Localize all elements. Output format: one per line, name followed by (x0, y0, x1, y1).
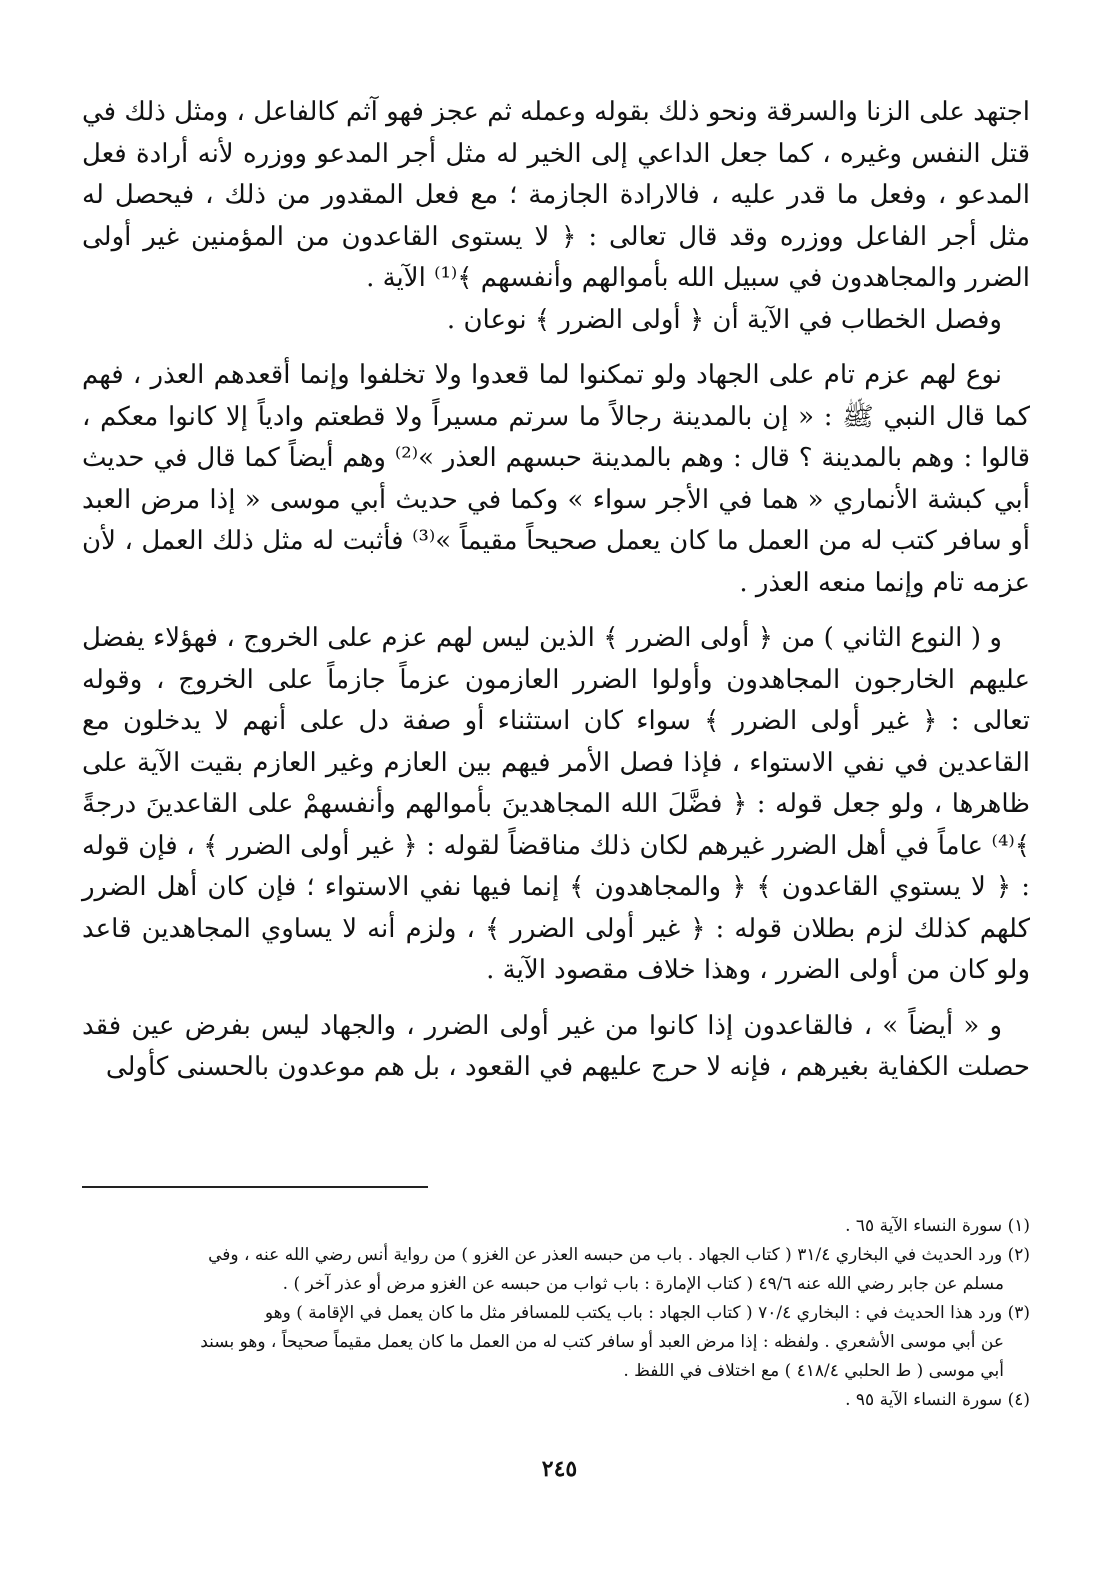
footnote-3: (٣) ورد هذا الحديث في : البخاري ٧٠/٤ ( كتاب الجهاد : باب يكتب للمسافر مثل ما كان يعمل في الإقامة ) وهو (264, 1303, 1030, 1323)
line: ﴿ غير أولى الضرر ﴾ سواء كان استثناء أو صفة دل على أنهم لا يدخلون مع القاعدين في نفي (82, 706, 1030, 778)
line: و ( النوع الثاني ) من ﴿ أولى الضرر ﴾ الذين ليس لهم عزم على الخروج ، فهؤلاء يفضل (82, 623, 1002, 653)
footnote-2: (٢) ورد الحديث في البخاري ٣١/٤ ( كتاب الجهاد . باب من حبسه العذر عن الغزو ) من رواية أنس رضي الله عنه ، وفي (208, 1245, 1030, 1265)
paragraph-3 (82, 355, 1030, 604)
paragraph-1 (82, 92, 1030, 300)
paragraph-5 (82, 1006, 1030, 1089)
footnote-2-continuation: مسلم عن جابر رضي الله عنه ٤٩/٦ ( كتاب الإمارة : باب ثواب من حبسه عن الغزو مرض أو عذر آخر ) . (282, 1274, 1004, 1294)
line: غيرهم لكان ذلك مناقضاً لقوله : ﴿ غير أولى الضرر ﴾ ، فإن قوله : ﴿ لا يستوي (82, 830, 1030, 902)
line: النفس وغيره ، كما جعل الداعي إلى الخير له مثل أجر المدعو ووزره لأنه أرادة فعل المدعو ، (82, 138, 1031, 210)
footnote-3-continuation: عن أبي موسى الأشعري . ولفظه : إذا مرض العبد أو سافر كتب له من العمل ما كان يعمل مقيماً صحيحاً ، وهو بسند (200, 1332, 1004, 1352)
line: الضرر ، وهذا خلاف مقصود الآية . (486, 955, 841, 985)
footnotes (82, 1212, 1030, 1415)
line: اجتهد على الزنا والسرقة ونحو ذلك بقوله وعمله ثم عجز فهو آثم كالفاعل ، ومثل ذلك في قتل (82, 97, 1031, 169)
line: الاستواء ، فإذا فصل الأمر فيهم بين العازم وغير العازم بقيت الآية على ظاهرها ، ولو جعل (82, 747, 1031, 819)
line: بطلان قوله : ﴿ غير أولى الضرر ﴾ ، ولزم أنه لا يساوي المجاهدين قاعد ولو كان من أولى (82, 913, 1030, 985)
paragraph-4 (82, 618, 1030, 992)
footnote-1: (١) سورة النساء الآية ٦٥ . (845, 1216, 1030, 1236)
line: العذر . (739, 567, 810, 598)
line: قال النبي ﷺ : « إن بالمدينة رجالاً ما سرتم مسيراً ولا قطعتم وادياً إلا كانوا معكم ، قالوا : (82, 401, 1031, 473)
line: وفعل ما قدر عليه ، فالارادة الجازمة ؛ مع فعل المقدور من ذلك ، فيحصل له مثل أجر الفاعل (82, 180, 1031, 252)
line: الأنماري « هما في الأجر سواء » وكما في حديث أبي موسى « إذا مرض العبد أو سافر كتب له من (82, 484, 1030, 556)
line: سبيل الله بأموالهم وأنفسهم ﴾⁽¹⁾ الآية . (366, 263, 781, 293)
footnote-4: (٤) سورة النساء الآية ٩٥ . (845, 1390, 1030, 1410)
paragraph-2 (82, 300, 1030, 342)
page-number: ٢٤٥ (541, 1456, 578, 1482)
line: نوع لهم عزم تام على الجهاد ولو تمكنوا لما قعدوا ولا تخلفوا وإنما أقعدهم العذر ، فهم كما (82, 360, 1030, 432)
line: القاعدون ﴾ ﴿ والمجاهدون ﴾ إنما فيها نفي الاستواء ؛ فإن كان أهل الضرر كلهم كذلك لزم (82, 872, 1030, 944)
line: وفصل الخطاب في الآية أن ﴿ أولى الضرر ﴾ نوعان . (446, 304, 1002, 335)
line: وهم بالمدينة ؟ قال : وهم بالمدينة حبسهم العذر »⁽²⁾ وهم أيضاً كما قال في حديث أبي كبشة (82, 443, 1030, 515)
main-text (82, 92, 1030, 1089)
line: و « أيضاً » ، فالقاعدون إذا كانوا من غير أولى الضرر ، والجهاد ليس بفرض عين فقد (82, 1010, 1002, 1041)
footnote-divider (82, 1186, 428, 1188)
line: حصلت الكفاية بغيرهم ، فإنه لا حرج عليهم في القعود ، بل هم موعدون بالحسنى كأولى (105, 1052, 1030, 1082)
footnote-3-continuation: أبي موسى ( ط الحلبي ٤١٨/٤ ) مع اختلاف في اللفظ . (623, 1361, 1004, 1381)
line: ووزره وقد قال تعالى : ﴿ لا يستوى القاعدون من المؤمنين غير أولى الضرر والمجاهدون في (82, 221, 1030, 293)
line: العمل ما كان يعمل صحيحاً مقيماً »⁽³⁾ فأثبت له مثل ذلك العمل ، لأن عزمه تام وإنما منعه (82, 526, 1030, 598)
line: عليهم الخارجون المجاهدون وأولوا الضرر العازمون عزماً جازماً على الخروج ، وقوله تعالى : (82, 664, 1030, 736)
line: قوله : ﴿ فضَّلَ الله المجاهدينَ بأموالهم وأنفسهمْ على القاعدينَ درجةً ﴾⁽⁴⁾ عاماً في أهل الضرر (82, 789, 1031, 861)
